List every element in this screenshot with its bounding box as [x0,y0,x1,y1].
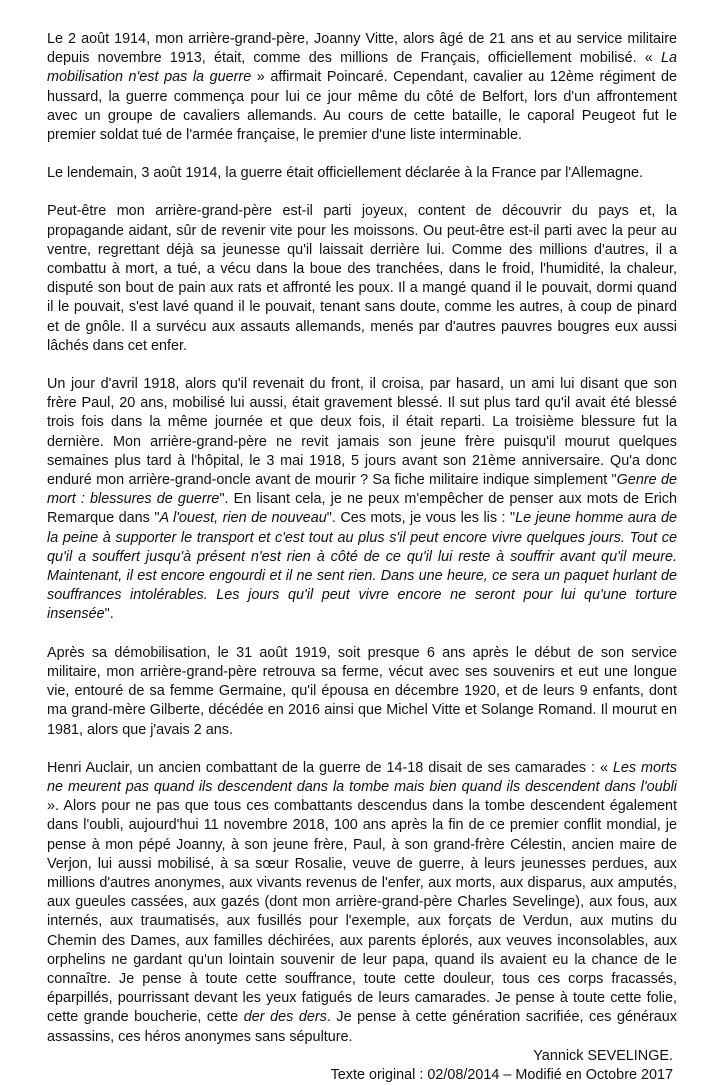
text-run: Après sa démobilisation, le 31 août 1919, soit presque 6 ans après le début de son service militaire, mon arrière-grand-père retrouva sa ferme, vécut avec ses souvenirs et eut une longue vie, entouré de sa femme Germaine, qu'il épousa en décembre 1920, et de leurs 9 enfants, dont ma grand-mère Gilberte, décédée en 2016 ainsi que Michel Vitte et Solange Romand. Il mourut en 1981, alors que j'avais 2 ans. [47,644,677,738]
italic-run: Genre de mort : blessures de guerre [47,472,677,508]
signature-block [47,1047,677,1085]
text-run: » affirmait Poincaré. Cependant, cavalier au 12ème régiment de hussard, la guerre commença pour lui ce jour même du côté de Belfort, lors d'un affrontement avec un groupe de cavaliers allemands. Au cours de cette bataille, le caporal Peugeot fut le premier soldat tué de l'armée française, le premier d'une liste interminable. [47,69,677,144]
paragraph-3 [47,202,677,356]
text-run: . Je pense à cette génération sacrifiée, ces généraux assassins, ces héros anonymes sans sépulture. [47,1009,678,1045]
paragraph-6 [47,759,677,1047]
text-run: Peut-être mon arrière-grand-père est-il parti joyeux, content de découvrir du pays et, la propagande aidant, sûr de revenir vite pour les moissons. Ou peut-être est-il parti avec la peur au ventre, regrettant déjà sa jeunesse qu'il laissait derrière lui. Comme des millions d'autres, il a combattu à mort, a tué, a vécu dans la boue des tranchées, dans le froid, l'humidité, la chaleur, disputé son bout de pain aux rats et affronté les poux. Il a mangé quand il le pouvait, dormi quand il le pouvait, s'est lavé quand il le pouvait, tenant sans doute, comme les autres, à coup de pinard et de gnôle. Il a survécu aux assauts allemands, menés par d'autres pauvres bougres eux aussi lâchés dans cet enfer. [47,203,677,354]
paragraph-4 [47,375,677,625]
author-name: Yannick SEVELINGE. [533,1047,673,1064]
text-run: Un jour d'avril 1918, alors qu'il revenait du front, il croisa, par hasard, un ami lui disant que son frère Paul, 20 ans, mobilisé lui aussi, était gravement blessé. Il sut plus tard qu'il avait été blessé trois fois dans la même journée et que deux fois, il était reparti. La troisième blessure fut la dernière. Mon arrière-grand-père ne revit jamais son jeune frère puisqu'il mourut quelques semaines plus tard à l'hôpital, le 3 mai 1918, 5 jours avant son 21ème anniversaire. Qu'a donc enduré mon arrière-grand-oncle avant de mourir ? Sa fiche militaire indique simplement " [47,376,677,489]
paragraph-5 [47,644,677,740]
italic-run: Les morts ne meurent pas quand ils descendent dans la tombe mais bien quand ils descendent dans l'oubli [47,759,677,795]
text-run: Le 2 août 1914, mon arrière-grand-père, Joanny Vitte, alors âgé de 21 ans et au service militaire depuis novembre 1913, était, comme des millions de Français, officiellement mobilisé. « [47,31,677,67]
paragraph-2 [47,164,677,183]
italic-run: Le jeune homme aura de la peine à supporter le transport et c'est tout au plus s'il peut encore vivre quelques jours. Tout ce qu'il a souffert jusqu'à présent n'est rien à côté de ce qu'il lui reste à souffrir avant qu'il meure. Maintenant, il est encore engourdi et il ne sent rien. Dans une heure, ce sera un paquet hurlant de souffrances intolérables. Les jours qu'il peut vivre encore ne seront pour lui qu'une torture insensée [47,510,678,623]
italic-run: der des ders [243,1009,327,1026]
revision-note: Texte original : 02/08/2014 – Modifié en Octobre 2017 [330,1066,673,1083]
document-page [47,30,677,1085]
text-run: Le lendemain, 3 août 1914, la guerre était officiellement déclarée à la France par l'Allemagne. [47,165,644,182]
text-run: ". Ces mots, je vous les lis : " [326,510,516,527]
text-run: Henri Auclair, un ancien combattant de la guerre de 14-18 disait de ses camarades : « [47,759,613,776]
text-run: ". [104,606,114,623]
text-run: ". En lisant cela, je ne peux m'empêcher de penser aux mots de Erich Remarque dans " [47,491,677,527]
text-run: ». Alors pour ne pas que tous ces combattants descendus dans la tombe descendent également dans l'oubli, aujourd'hui 11 novembre 2018, 100 ans après la fin de ce premier conflit mondial, je pense à mon pépé Joanny, à son jeune frère, Paul, à son grand-frère Célestin, ancien maire de Verjon, lui aussi mobilisé, à sa sœur Rosalie, veuve de guerre, à leurs jeunesses perdues, aux millions d'autres anonymes, aux vivants revenus de l'enfer, aux morts, aux disparus, aux amputés, aux gueules cassées, aux gazés (dont mon arrière-grand-père Charles Sevelinge), aux fous, aux internés, aux traumatisés, aux fusillés pour l'exemple, aux forçats de Verdun, aux mutins du Chemin des Dames, aux familles déchirées, aux parents éplorés, aux veuves inconsolables, aux orphelins ne gardant qu'un lointain souvenir de leur papa, quand ils avaient eu la chance de le connaître. Je pense à toute cette souffrance, toute cette douleur, tous ces corps fracassés, éparpillés, pourrissant devant les yeux fatigués de leurs camarades. Je pense à toute cette folie, cette grande boucherie, cette [47,798,677,1026]
paragraph-1 [47,30,677,145]
italic-run: La mobilisation n'est pas la guerre [47,50,677,86]
document-body [47,30,677,1047]
italic-run: A l'ouest, rien de nouveau [159,510,327,527]
